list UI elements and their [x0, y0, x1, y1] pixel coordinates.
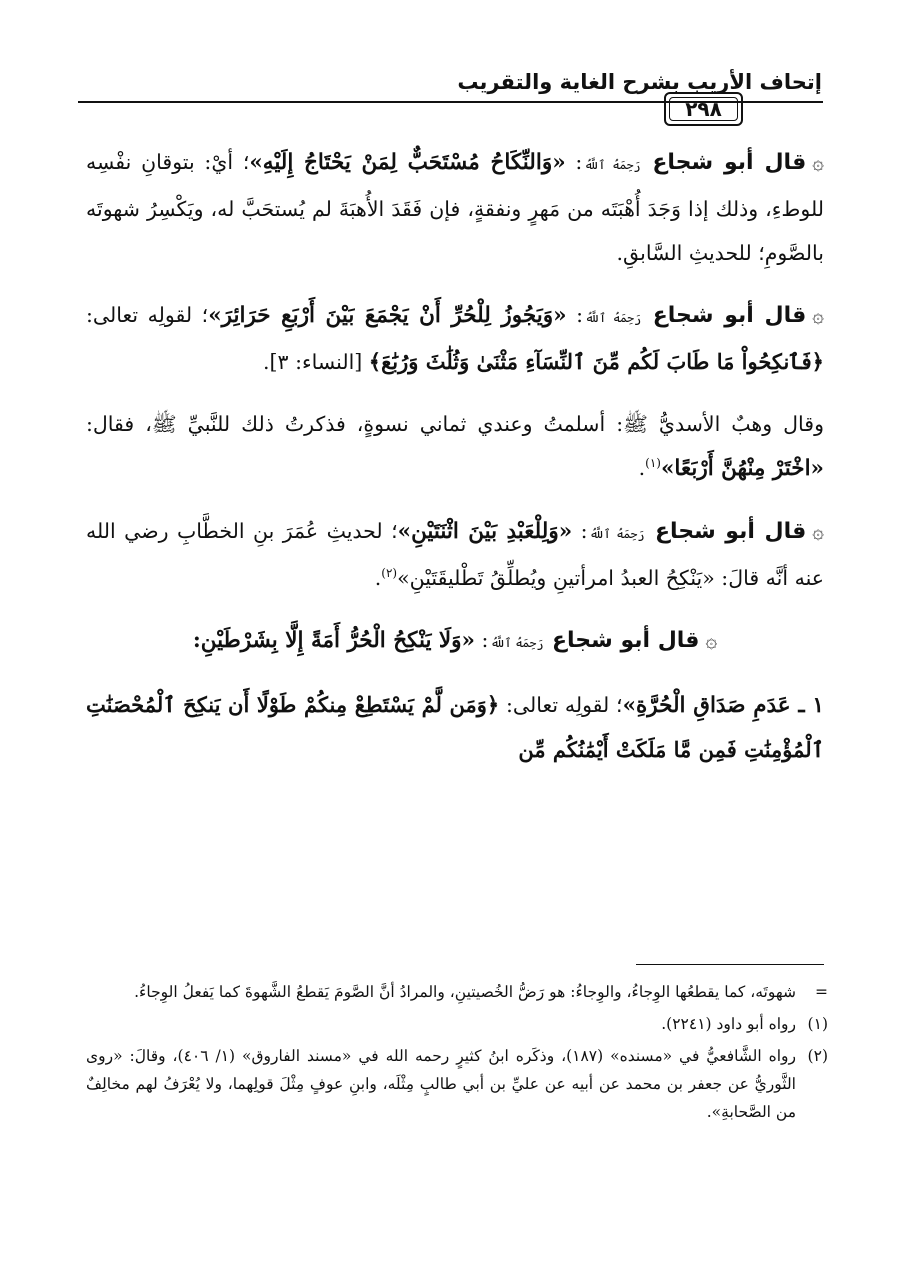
page-number-frame	[664, 92, 743, 126]
paragraph-4: ۞قال أبو شجاع رَحِمَهُ ٱللَّهُ: «وَلِلْعَبْدِ بَيْنَ اثْنَتَيْنِ»؛ لحديثِ عُمَرَ بنِ الخطَّابِ رضي الله عنه أنَّه قالَ: «يَنْكِحُ العبدُ امرأتينِ ويُطلِّقُ تَطْليقَتَيْنِ»$^{(٢)}$.	[86, 519, 824, 590]
footnote-mark: (١)	[807, 1015, 828, 1033]
verse-reference: [النساء: ٣].	[263, 350, 369, 374]
punctuation: .	[638, 456, 646, 480]
condition-lead: ١ ـ عَدَمِ صَدَاقِ الْحُرَّةِ»	[622, 693, 824, 718]
commentary-text: وقال وهبٌ الأسديُّ ﷺ: أسلمتُ وعندي ثماني نسوةٍ، فذكرتُ ذلك للنَّبيِّ ﷺ، فقال:	[86, 412, 824, 436]
running-title: إتحاف الأريب بشرح الغاية والتقريب	[457, 70, 822, 94]
footnote-continued	[86, 978, 828, 1006]
honorific: رَحِمَهُ ٱللَّهُ	[490, 636, 544, 650]
speaker: قال أبو شجاع	[654, 519, 807, 544]
honorific: رَحِمَهُ ٱللَّهُ	[585, 311, 642, 325]
punctuation: ؛	[242, 150, 250, 174]
paragraph-1: ۞قال أبو شجاع رَحِمَهُ ٱللَّهُ: «وَالنِّكَاحُ مُسْتَحَبٌّ لِمَنْ يَحْتَاجُ إِلَيْهِ»؛ أيْ: بتوقانِ نفْسِه للوطءِ، وذلك إذا وَجَدَ أُهْبَتَه من مَهرٍ ونفقةٍ، فإن فَقَدَ الأُهبَةَ لم يُستحَبَّ له، ويَكْسِرُ شهوتَه بالصَّومِ؛ للحديثِ السَّابقِ.	[86, 150, 824, 265]
paragraph-2: ۞قال أبو شجاع رَحِمَهُ ٱللَّهُ: «وَيَجُوزُ لِلْحُرِّ أَنْ يَجْمَعَ بَيْنَ أَرْبَعِ حَرَائِرَ»؛ لقولِه تعالى: ﴿فَٱنكِحُواْ مَا طَابَ لَكُم مِّنَ ٱلنِّسَآءِ مَثْنَىٰ وَثُلَٰثَ وَرُبَٰعَ﴾ [النساء: ٣].	[86, 303, 824, 374]
footnote-separator	[636, 964, 824, 965]
punctuation: .	[374, 566, 382, 590]
matn-quote: «وَلِلْعَبْدِ بَيْنَ اثْنَتَيْنِ»	[397, 519, 573, 544]
footnote-mark: (٢)	[807, 1047, 828, 1065]
speaker: قال أبو شجاع	[652, 303, 807, 328]
paragraph-5: ۞قال أبو شجاع رَحِمَهُ ٱللَّهُ: «وَلَا يَنْكِحُ الْحُرُّ أَمَةً إِلَّا بِشَرْطَيْنِ:	[192, 628, 718, 653]
footnote-text: رواه الشَّافعيُّ في «مسنده» (١٨٧)، وذكَره ابنُ كثيرٍ رحمه الله في «مسند الفاروق» (١/ ٤٠٦)، وقالَ: «روى الثَّوريُّ عن جعفر بن محمد عن أبيه عن عليِّ بن أبي طالبٍ مِثْلَه، وابنِ عوفٍ مِثْلَ قولِهما، ولا يُعْرَفُ لهم مخالِفٌ من الصَّحابةِ».	[86, 1047, 796, 1121]
ornament-icon: ۞	[812, 303, 824, 327]
footnote-ref[interactable]: (١)	[645, 456, 661, 471]
footnote-ref[interactable]: (٢)	[381, 566, 398, 581]
matn-quote: «وَيَجُوزُ لِلْحُرِّ أَنْ يَجْمَعَ بَيْنَ أَرْبَعِ حَرَائِرَ»	[208, 303, 567, 328]
footnote-1	[86, 1010, 828, 1038]
main-text	[86, 140, 824, 790]
ornament-icon: ۞	[812, 150, 824, 174]
commentary-text: أيْ: بتوقانِ نفْسِه للوطءِ، وذلك إذا وَجَدَ أُهْبَتَه من مَهرٍ ونفقةٍ، فإن فَقَدَ الأُهبَةَ لم يُستحَبَّ له، ويَكْسِرُ شهوتَه بالصَّومِ؛ للحديثِ السَّابقِ.	[86, 150, 824, 265]
footnotes	[86, 978, 828, 1130]
footnote-text: رواه أبو داود (٢٢٤١).	[661, 1015, 796, 1033]
quran-verse: ﴿وَمَن لَّمْ يَسْتَطِعْ مِنكُمْ طَوْلًا أَن يَنكِحَ ٱلْمُحْصَنَٰتِ ٱلْمُؤْمِنَٰتِ فَمِن مَّا مَلَكَتْ أَيْمَٰنُكُم مِّن	[86, 692, 824, 762]
commentary-text: ؛ لحديثِ عُمَرَ بنِ الخطَّابِ رضي الله عنه أنَّه قالَ: «يَنْكِحُ العبدُ امرأتينِ ويُطلِّقُ تَطْليقَتَيْنِ»	[86, 519, 824, 590]
footnote-2	[86, 1042, 828, 1126]
ornament-icon: ۞	[705, 628, 718, 652]
matn-quote: «وَالنِّكَاحُ مُسْتَحَبٌّ لِمَنْ يَحْتَاجُ إِلَيْهِ»	[249, 150, 566, 175]
paragraph-6	[86, 683, 824, 772]
ornament-icon: ۞	[812, 519, 824, 543]
page-number: ٢٩٨	[685, 97, 722, 121]
hadith-quote: «اخْتَرْ مِنْهُنَّ أَرْبَعًا»	[660, 456, 824, 481]
matn-quote: «وَلَا يَنْكِحُ الْحُرُّ أَمَةً إِلَّا بِشَرْطَيْنِ:	[192, 628, 475, 653]
commentary-text: ؛ لقولِه تعالى:	[499, 693, 623, 717]
footnote-text: شهوتَه، كما يقطعُها الوِجاءُ، والوِجاءُ: هو رَضُّ الخُصيتينِ، والمرادُ أنَّ الصَّومَ يَقطعُ الشَّهوةَ كما يَفعلُ الوِجاءُ.	[134, 983, 796, 1001]
speaker: قال أبو شجاع	[652, 150, 807, 175]
honorific: رَحِمَهُ ٱللَّهُ	[584, 158, 641, 172]
honorific: رَحِمَهُ ٱللَّهُ	[589, 527, 645, 541]
speaker: قال أبو شجاع	[552, 628, 700, 653]
commentary-text: ؛ لقولِه تعالى:	[86, 303, 209, 327]
paragraph-3	[86, 402, 824, 491]
quran-verse: ﴿فَٱنكِحُواْ مَا طَابَ لَكُم مِّنَ ٱلنِّسَآءِ مَثْنَىٰ وَثُلَٰثَ وَرُبَٰعَ﴾	[368, 349, 824, 374]
footnote-mark: =	[815, 983, 828, 1001]
